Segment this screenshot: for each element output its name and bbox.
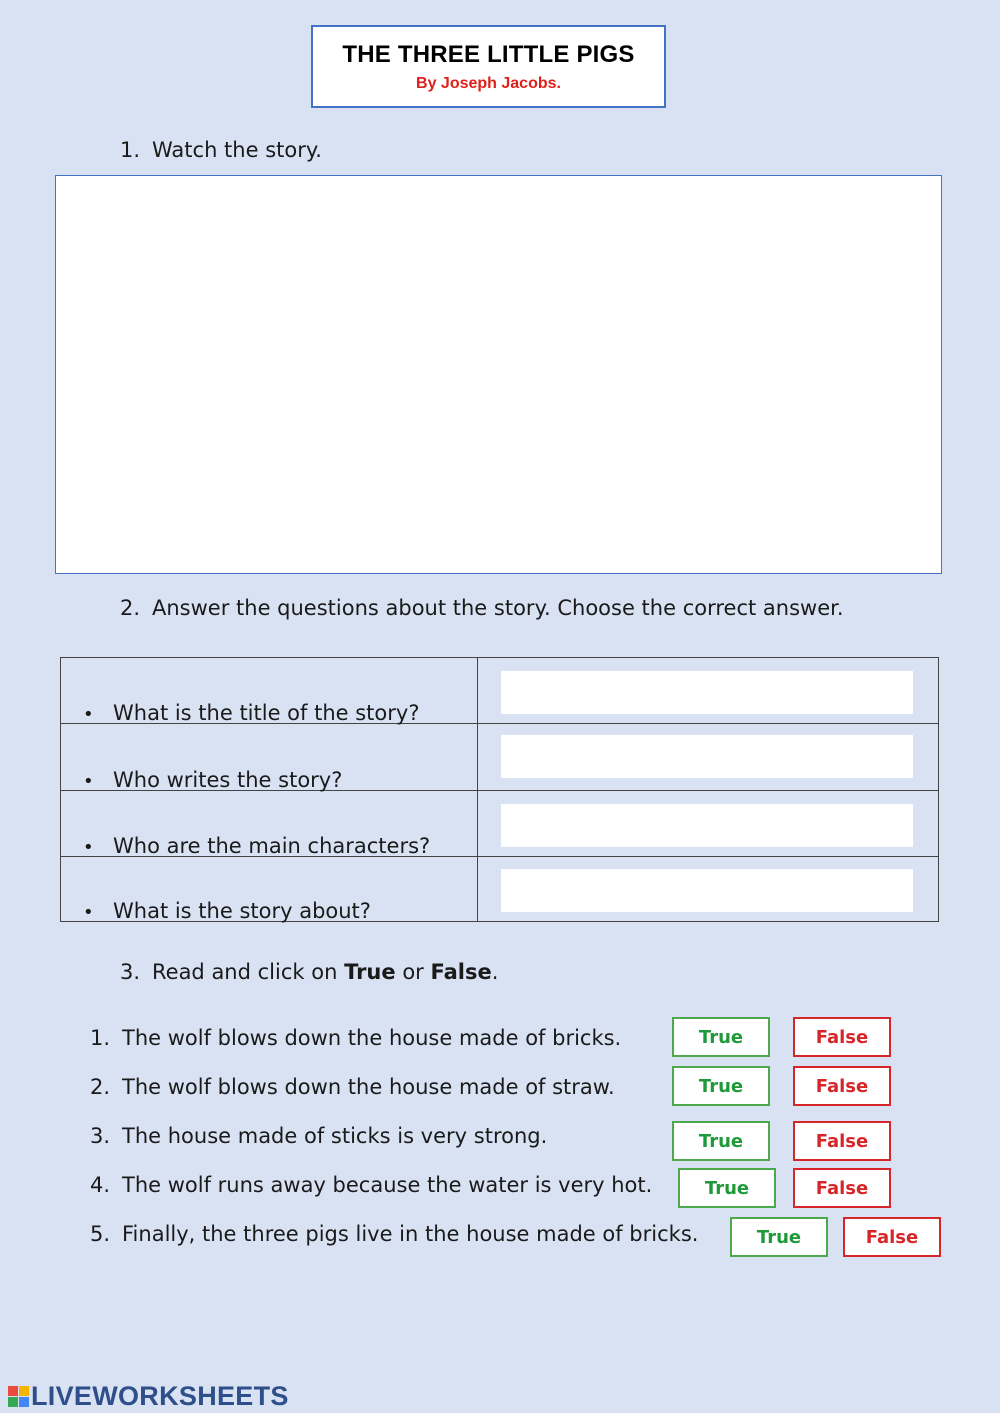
false-button-5[interactable]: False — [843, 1217, 941, 1257]
question-cell — [61, 658, 478, 723]
true-button-2[interactable]: True — [672, 1066, 770, 1106]
true-button-5[interactable]: True — [730, 1217, 828, 1257]
false-button-1[interactable]: False — [793, 1017, 891, 1057]
liveworksheets-logo[interactable] — [8, 1381, 289, 1412]
section-2-instruction — [120, 596, 844, 620]
statement-1: 1. The wolf blows down the house made of bricks. — [90, 1026, 622, 1050]
question-text: • Who writes the story? — [83, 768, 343, 792]
question-text: • Who are the main characters? — [83, 834, 431, 858]
statement-3: 3. The house made of sticks is very strong. — [90, 1124, 548, 1148]
table-row — [61, 857, 938, 921]
liveworksheets-logo-icon — [8, 1386, 29, 1407]
true-button-3[interactable]: True — [672, 1121, 770, 1161]
question-cell — [61, 857, 478, 921]
section-2-text: Answer the questions about the story. Choose the correct answer. — [152, 596, 844, 620]
section-2-number: 2. — [120, 596, 141, 620]
question-cell — [61, 724, 478, 790]
question-cell — [61, 791, 478, 856]
answer-input-characters[interactable] — [501, 804, 913, 847]
table-row — [61, 724, 938, 791]
answer-input-title[interactable] — [501, 671, 913, 714]
table-row — [61, 658, 938, 724]
false-button-2[interactable]: False — [793, 1066, 891, 1106]
question-text: • What is the title of the story? — [83, 701, 420, 725]
video-player[interactable] — [55, 175, 942, 574]
section-1-instruction — [120, 138, 322, 162]
author-line: By Joseph Jacobs. — [416, 75, 561, 92]
false-button-3[interactable]: False — [793, 1121, 891, 1161]
answer-input-about[interactable] — [501, 869, 913, 912]
table-row — [61, 791, 938, 857]
logo-text: LIVEWORKSHEETS — [31, 1381, 289, 1411]
section-1-text: Watch the story. — [152, 138, 322, 162]
false-button-4[interactable]: False — [793, 1168, 891, 1208]
section-3-instruction: 3. Read and click on True or False. — [120, 960, 499, 984]
section-3-number: 3. — [120, 960, 141, 984]
statement-4: 4. The wolf runs away because the water is very hot. — [90, 1173, 653, 1197]
true-button-4[interactable]: True — [678, 1168, 776, 1208]
questions-table — [60, 657, 939, 922]
statement-5: 5. Finally, the three pigs live in the house made of bricks. — [90, 1222, 699, 1246]
answer-input-author[interactable] — [501, 735, 913, 778]
statement-2: 2. The wolf blows down the house made of straw. — [90, 1075, 615, 1099]
true-button-1[interactable]: True — [672, 1017, 770, 1057]
section-1-number: 1. — [120, 138, 141, 162]
page-title: THE THREE LITTLE PIGS — [342, 41, 635, 68]
title-box — [311, 25, 666, 108]
question-text: • What is the story about? — [83, 899, 371, 923]
